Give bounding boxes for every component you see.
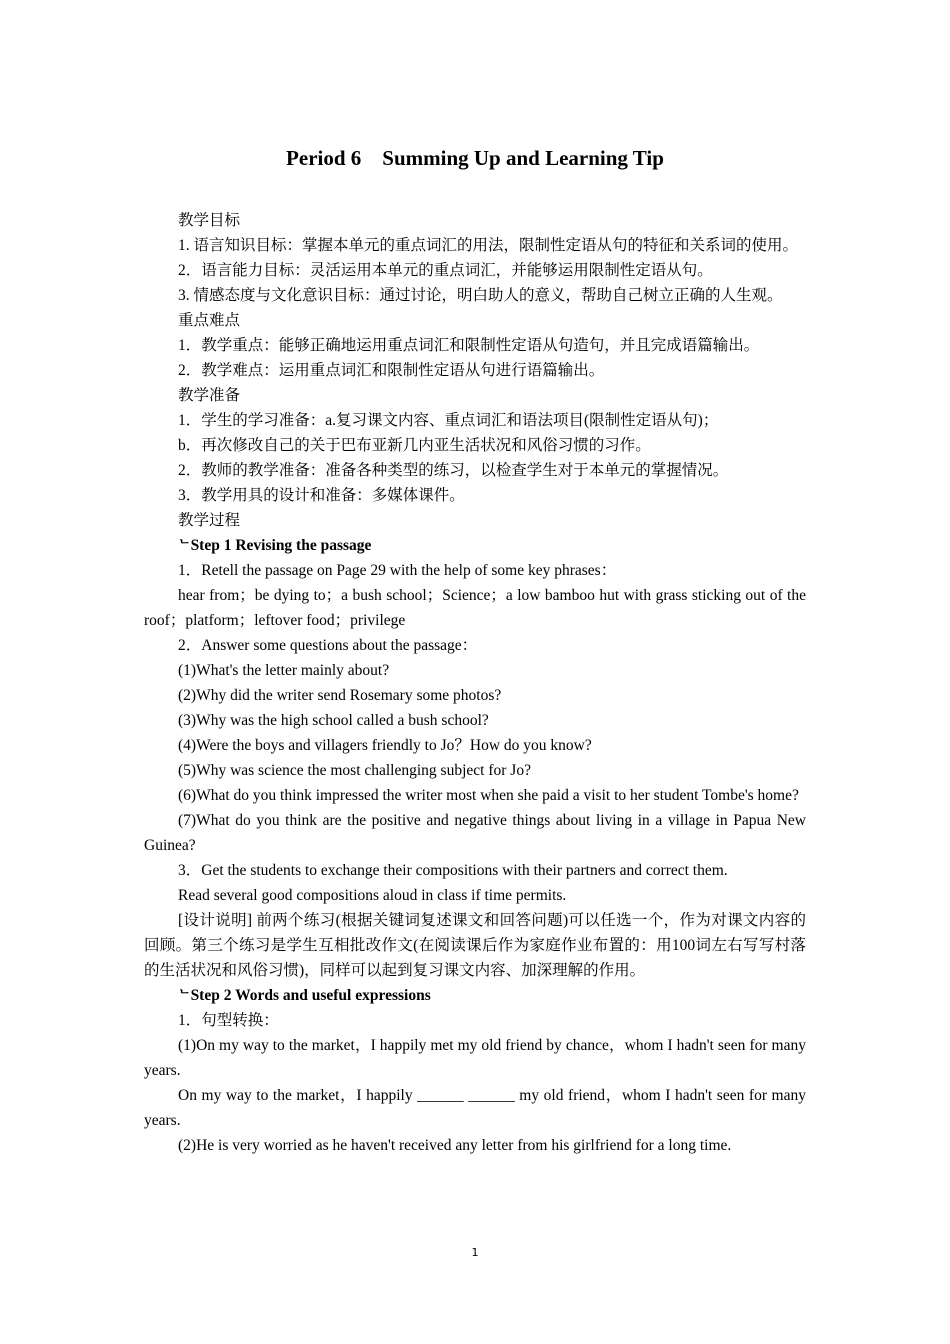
step1-phrases: hear from；be dying to；a bush school；Science；a low bamboo hut with grass sticking out of the roof；platform；leftover food；privilege bbox=[144, 587, 806, 629]
preparation-3: 3．教学用具的设计和准备：多媒体课件。 bbox=[178, 487, 465, 504]
section-heading-key-points: 重点难点 bbox=[178, 312, 241, 329]
section-heading-preparation: 教学准备 bbox=[178, 387, 241, 404]
step1-item-1: 1．Retell the passage on Page 29 with the help of some key phrases： bbox=[178, 562, 617, 579]
exercise-1-blank: On my way to the market，I happily ______ ______ my old friend，whom I hadn't seen for many years. bbox=[144, 1087, 806, 1129]
section-heading-objectives: 教学目标 bbox=[178, 212, 241, 229]
exercise-1-original: (1)On my way to the market，I happily met my old friend by chance，whom I hadn't seen for many years. bbox=[144, 1037, 806, 1079]
step1-heading bbox=[144, 533, 806, 558]
question-6: (6)What do you think impressed the writer most when she paid a visit to her student Tombe's home? bbox=[178, 787, 799, 804]
question-2: (2)Why did the writer send Rosemary some photos? bbox=[178, 687, 502, 704]
question-7: (7)What do you think are the positive and negative things about living in a village in Papua New Guinea? bbox=[144, 812, 806, 854]
preparation-1: 1．学生的学习准备：a.复习课文内容、重点词汇和语法项目(限制性定语从句)； bbox=[178, 412, 719, 429]
question-5: (5)Why was science the most challenging subject for Jo? bbox=[178, 762, 531, 779]
key-point-1: 1．教学重点：能够正确地运用重点词汇和限制性定语从句造句，并且完成语篇输出。 bbox=[178, 337, 760, 354]
objective-1: 1. 语言知识目标：掌握本单元的重点词汇的用法，限制性定语从句的特征和关系词的使用。 bbox=[178, 237, 799, 254]
step2-mark: ᄂ bbox=[178, 988, 191, 1003]
exercise-2-original: (2)He is very worried as he haven't received any letter from his girlfriend for a long time. bbox=[178, 1137, 732, 1154]
preparation-1b: b．再次修改自己的关于巴布亚新几内亚生活状况和风俗习惯的习作。 bbox=[178, 437, 651, 454]
question-4: (4)Were the boys and villagers friendly to Jo？How do you know? bbox=[178, 737, 592, 754]
design-note: [设计说明] 前两个练习(根据关键词复述课文和回答问题)可以任选一个，作为对课文内容的回顾。第三个练习是学生互相批改作文(在阅读课后作为家庭作业布置的：用100词左右写写村落的生活状况和风俗习惯)，同样可以起到复习课文内容、加深理解的作用。 bbox=[144, 912, 806, 979]
document-body bbox=[144, 208, 806, 1158]
page-number: 1 bbox=[471, 1246, 479, 1259]
step2-heading bbox=[144, 983, 806, 1008]
question-3: (3)Why was the high school called a bush school? bbox=[178, 712, 489, 729]
step1-mark: ᄂ bbox=[178, 538, 191, 553]
step1-item-2: 2．Answer some questions about the passage： bbox=[178, 637, 478, 654]
question-1: (1)What's the letter mainly about? bbox=[178, 662, 390, 679]
step1-item-3: 3．Get the students to exchange their compositions with their partners and correct them. bbox=[178, 862, 728, 879]
step2-item-1: 1．句型转换： bbox=[178, 1012, 279, 1029]
section-heading-process: 教学过程 bbox=[178, 512, 241, 529]
preparation-2: 2．教师的教学准备：准备各种类型的练习，以检查学生对于本单元的掌握情况。 bbox=[178, 462, 729, 479]
key-point-2: 2．教学难点：运用重点词汇和限制性定语从句进行语篇输出。 bbox=[178, 362, 605, 379]
page-title: Period 6 Summing Up and Learning Tip bbox=[286, 146, 664, 170]
step2-heading-text: Step 2 Words and useful expressions bbox=[190, 987, 431, 1004]
step1-heading-text: Step 1 Revising the passage bbox=[190, 537, 372, 554]
objective-2: 2．语言能力目标：灵活运用本单元的重点词汇，并能够运用限制性定语从句。 bbox=[178, 262, 713, 279]
objective-3: 3. 情感态度与文化意识目标：通过讨论，明白助人的意义，帮助自己树立正确的人生观。 bbox=[178, 287, 783, 304]
step1-item-3-note: Read several good compositions aloud in class if time permits. bbox=[178, 887, 567, 904]
